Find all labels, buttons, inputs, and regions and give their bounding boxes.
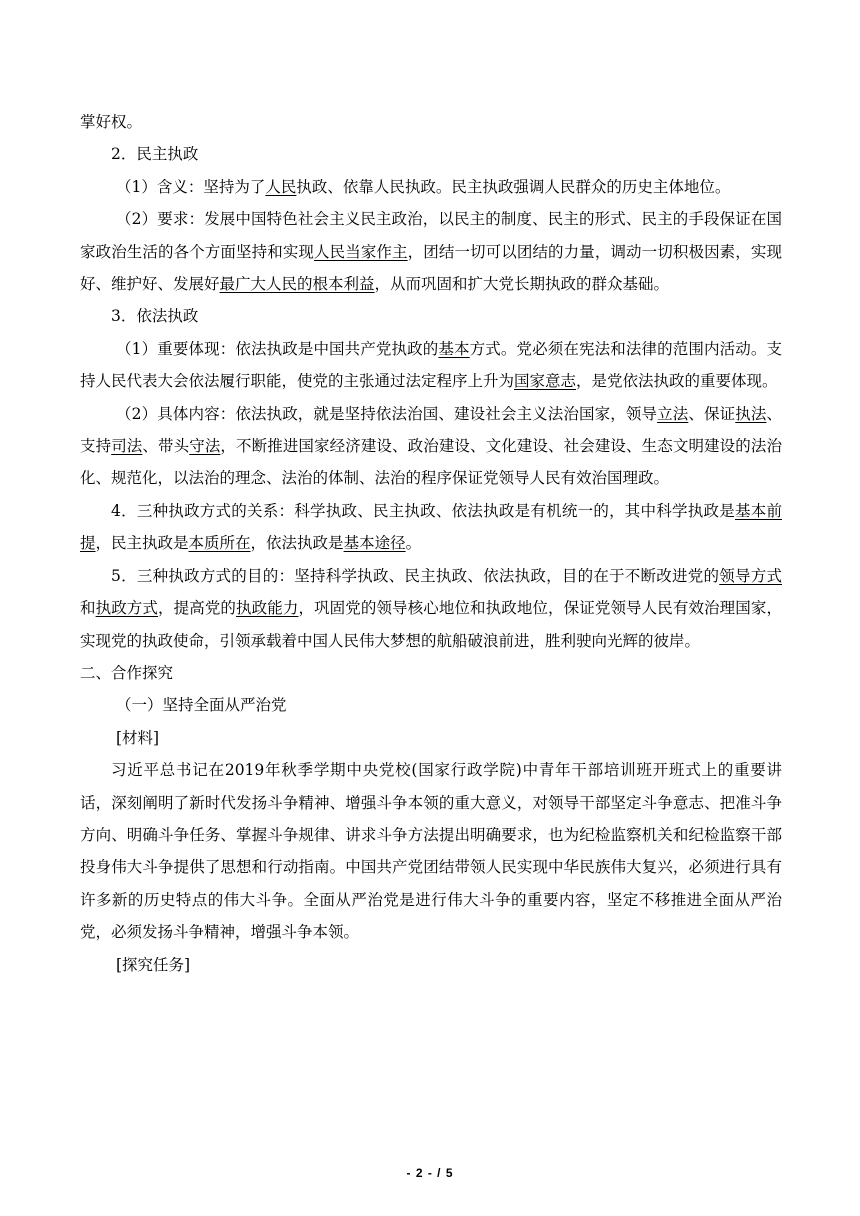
paragraph-p2	[80, 171, 782, 203]
underlined-term: 执政能力	[236, 599, 299, 618]
text-segment: [探究任务]	[116, 955, 191, 974]
paragraph-p9	[80, 657, 782, 689]
underlined-term: 基本前提	[80, 501, 782, 553]
text-segment: 2．民主执政	[111, 145, 199, 164]
text-segment: 、保证	[688, 404, 736, 423]
underlined-term: 最广大人民的根本利益	[219, 275, 375, 294]
underlined-term: 司法	[111, 437, 143, 456]
text-segment: 习近平总书记在2019年秋季学期中央党校(国家行政学院)中青年干部培训班开班式上的重要讲话，深刻阐明了新时代发扬斗争精神、增强斗争本领的重大意义，对领导干部坚定斗争意志、把准斗争方向、明确斗争任务、掌握斗争规律、讲求斗争方法提出明确要求，也为纪检监察机关和纪检监察干部投身伟大斗争提供了思想和行动指南。中国共产党团结带领人民实现中华民族伟大复兴，必须进行具有许多新的历史特点的伟大斗争。全面从严治党是进行伟大斗争的重要内容，坚定不移推进全面从严治党，必须发扬斗争精神，增强斗争本领。	[80, 761, 782, 942]
text-segment: [材料]	[116, 728, 160, 747]
text-segment: ，民主执政是	[95, 534, 189, 553]
text-segment: （2）具体内容：依法执政，就是坚持依法治国、建设社会主义法治国家，领导	[116, 404, 658, 423]
text-segment: ，是党依法执政的重要体现。	[576, 372, 778, 391]
paragraph-p1	[80, 138, 782, 170]
page-number: - 2 - / 5	[406, 1166, 454, 1180]
text-segment: 执政、依靠人民执政。民主执政强调人民群众的历史主体地位。	[296, 177, 731, 196]
underlined-term: 执法	[735, 404, 767, 423]
text-segment: ，依法执政是	[250, 534, 344, 553]
text-segment: 掌好权。	[80, 113, 143, 131]
text-segment: 5．三种执政方式的目的：坚持科学执政、民主执政、依法执政，目的在于不断改进党的	[111, 566, 720, 585]
text-segment: 二、合作探究	[80, 663, 174, 682]
text-segment: ，团结一切可以团结的力量，调动一切积极因素，实现好、维护好、发展好	[80, 242, 782, 294]
text-segment: ，巩固党的领导核心地位和执政地位，保证党领导人民有效治理国家，实现党的执政使命，引领承载着中国人民伟大梦想的航船破浪前进，胜利驶向光辉的彼岸。	[80, 599, 782, 650]
text-segment: ，不断推进国家经济建设、政治建设、文化建设、社会建设、生态文明建设的法治化、规范化，以法治的理念、法治的体制、法治的程序保证党领导人民有效治国理政。	[80, 437, 782, 488]
underlined-term: 人民	[265, 177, 297, 196]
text-segment: ，提高党的	[158, 599, 237, 618]
text-segment: 。	[405, 534, 422, 553]
underlined-term: 执政方式	[95, 599, 159, 618]
text-segment: 、带头	[142, 437, 190, 456]
paragraph-p7	[80, 495, 782, 560]
document-body	[80, 106, 782, 981]
paragraph-p5	[80, 333, 782, 398]
text-segment: 4．三种执政方式的关系：科学执政、民主执政、依法执政是有机统一的，其中科学执政是	[111, 501, 735, 520]
underlined-term: 基本途径	[343, 534, 406, 553]
paragraph-p13	[80, 949, 782, 981]
underlined-term: 基本	[438, 339, 470, 358]
paragraph-p6	[80, 398, 782, 495]
paragraph-p8	[80, 560, 782, 657]
text-segment: （1）含义：坚持为了	[116, 177, 266, 196]
underlined-term: 人民当家作主	[314, 242, 408, 261]
text-segment: 、支持	[80, 404, 782, 456]
underlined-term: 立法	[657, 404, 689, 423]
text-segment: 和	[80, 599, 96, 618]
underlined-term: 本质所在	[188, 534, 251, 553]
underlined-term: 守法	[189, 437, 221, 456]
text-segment: 方式。党必须在宪法和法律的范围内活动。支持人民代表大会依法履行职能，使党的主张通过法定程序上升为	[80, 339, 782, 391]
paragraph-p4	[80, 300, 782, 332]
underlined-term: 国家意志	[514, 372, 577, 391]
text-segment: 3．依法执政	[111, 307, 199, 326]
paragraph-p10	[80, 689, 782, 721]
paragraph-p0	[80, 106, 782, 138]
paragraph-p3	[80, 203, 782, 300]
text-segment: （一）坚持全面从严治党	[116, 696, 287, 715]
paragraph-p12	[80, 754, 782, 948]
text-segment: （1）重要体现：依法执政是中国共产党执政的	[116, 339, 439, 358]
text-segment: （2）要求：发展中国特色社会主义民主政治，以民主的制度、民主的形式、民主的手段保证在国家政治生活的各个方面坚持和实现	[80, 210, 782, 261]
underlined-term: 领导方式	[719, 566, 782, 585]
text-segment: ，从而巩固和扩大党长期执政的群众基础。	[374, 275, 670, 294]
paragraph-p11	[80, 722, 782, 754]
